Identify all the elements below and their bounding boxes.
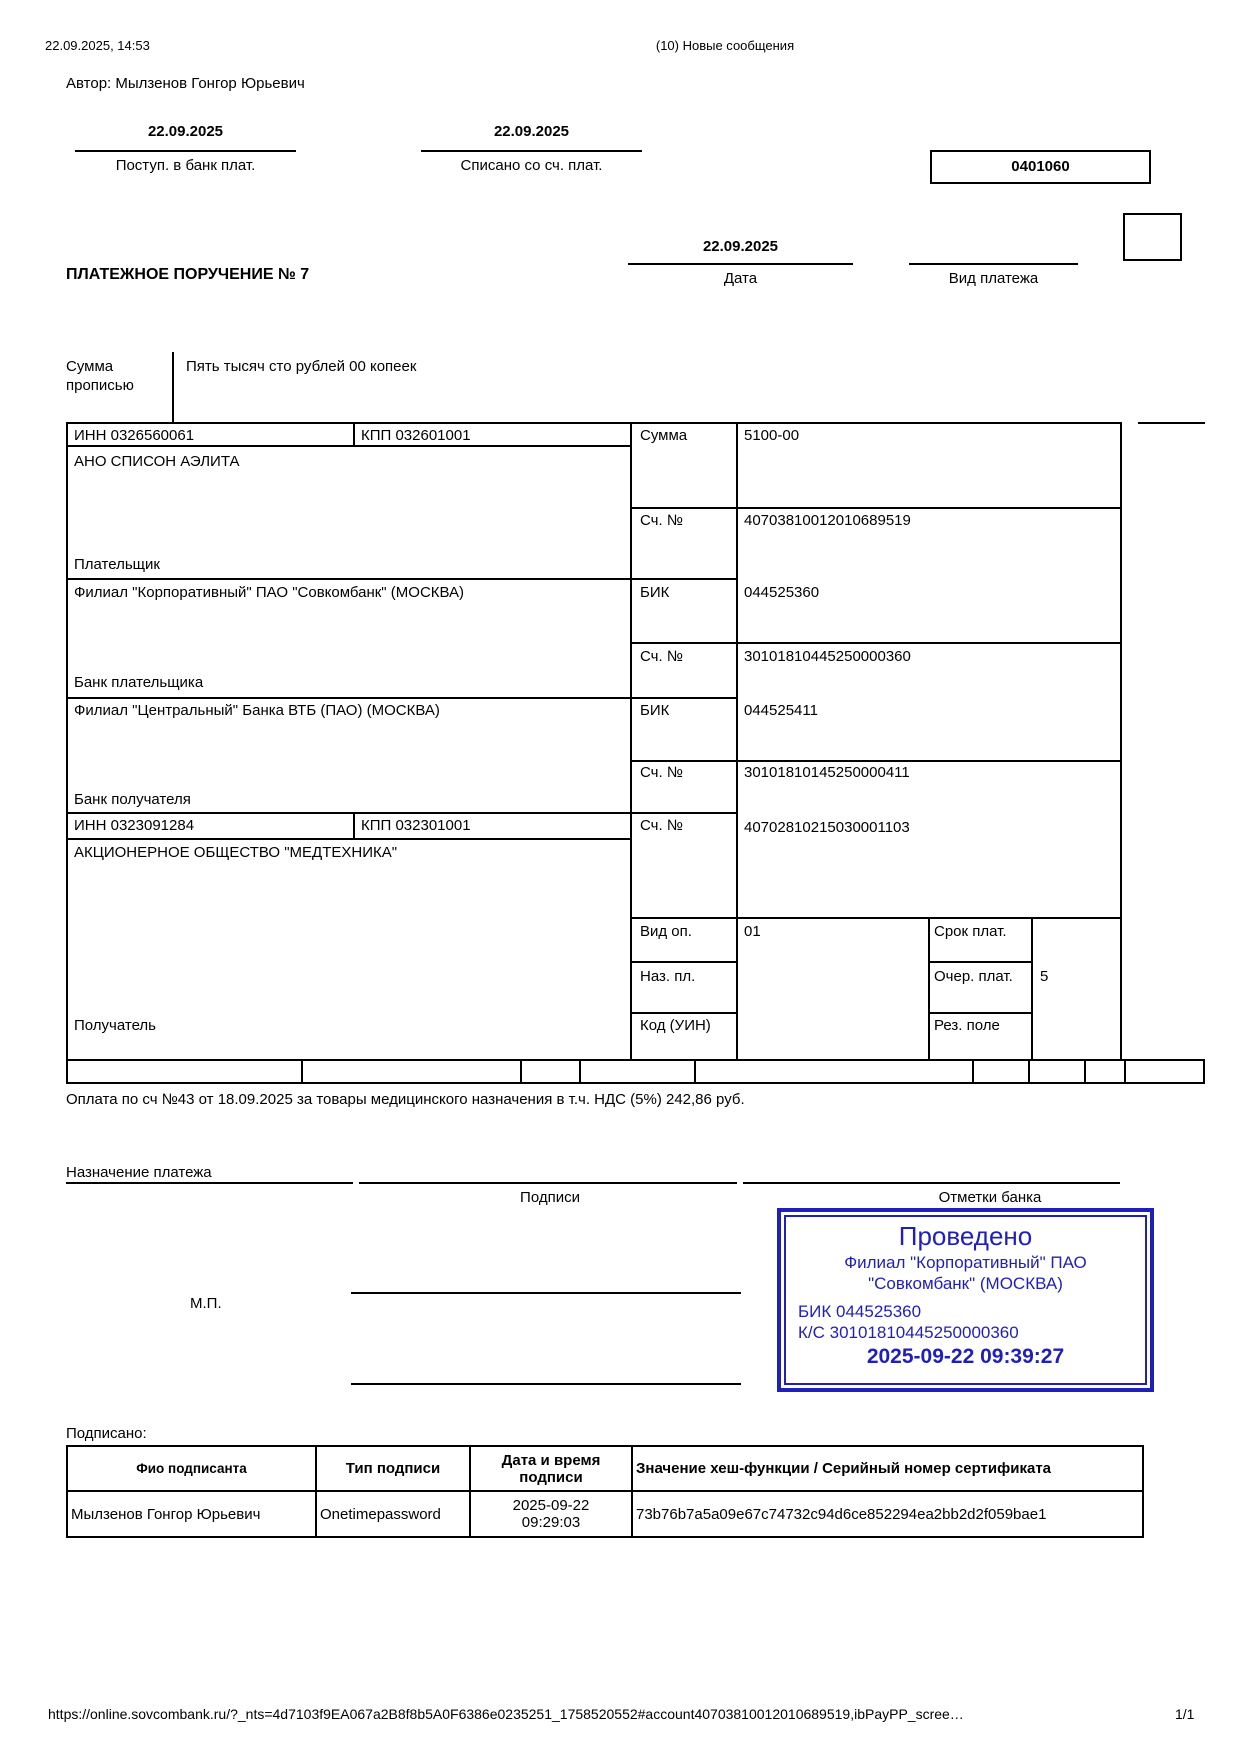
amount-words-label: Сумма прописью [66, 358, 134, 394]
grid-line [66, 697, 736, 699]
grid-line [630, 507, 1120, 509]
payee-account: 40702810215030001103 [744, 819, 910, 836]
grid-line [630, 961, 736, 963]
grid-line [1031, 917, 1033, 1061]
signature-line [351, 1292, 741, 1294]
grid-line [1084, 1059, 1086, 1084]
priority-value: 5 [1040, 968, 1049, 985]
signature-hash: 73b76b7a5a09e67c74732c94d6ce852294ea2bb2d2f059bae1 [632, 1491, 1143, 1537]
pay-purpose-code-label: Наз. пл. [640, 968, 696, 985]
grid-line [1138, 422, 1205, 424]
payer-kpp: КПП 032601001 [361, 427, 471, 444]
payer-name: АНО СПИСОН АЭЛИТА [74, 453, 240, 470]
payer-bank-bik: 044525360 [744, 584, 820, 601]
payer-bank-name: Филиал "Корпоративный" ПАО "Совкомбанк" (МОСКВА) [74, 584, 465, 601]
author-line: Автор: Мылзенов Гонгор Юрьевич [66, 75, 305, 92]
payee-bank-label: Банк получателя [74, 791, 191, 808]
print-footer-url: https://online.sovcombank.ru/?_nts=4d7103f9EA067a2B8f8b5A0F6386e0235251_1758520552#account40703810012010689519,ibPayPP_scree… [48, 1706, 964, 1722]
payee-bank-corr-label: Сч. № [640, 764, 683, 781]
grid-line [66, 422, 1120, 424]
bank-marks-label: Отметки банка [938, 1189, 1042, 1206]
grid-line [66, 1082, 1205, 1084]
purpose-underline [359, 1182, 737, 1184]
signed-label: Подписано: [66, 1425, 147, 1442]
amount-label: Сумма [640, 427, 688, 444]
grid-line [301, 1059, 303, 1084]
amount-value: 5100-00 [744, 427, 800, 444]
signature-datetime: 2025-09-22 09:29:03 [512, 1497, 590, 1531]
doc-date-value: 22.09.2025 [702, 238, 779, 255]
grid-line [579, 1059, 581, 1084]
grid-line [630, 760, 1120, 762]
received-label: Поступ. в банк плат. [115, 157, 256, 174]
payee-kpp: КПП 032301001 [361, 817, 471, 834]
payee-label: Получатель [74, 1017, 156, 1034]
grid-line [630, 642, 1120, 644]
grid-line [928, 917, 930, 1061]
op-type-value: 01 [744, 923, 761, 940]
grid-line [520, 1059, 522, 1084]
payment-type-box [1123, 213, 1182, 261]
payee-bank-name: Филиал "Центральный" Банка ВТБ (ПАО) (МОСКВА) [74, 702, 440, 719]
grid-line [1203, 1059, 1205, 1084]
pay-term-label: Срок плат. [934, 923, 1007, 940]
print-footer-page: 1/1 [1175, 1706, 1195, 1722]
signature-type: Onetimepassword [316, 1491, 470, 1537]
payer-account: 40703810012010689519 [744, 512, 911, 529]
stamp-bank-line1: Филиал "Корпоративный" ПАО [844, 1253, 1087, 1272]
signatures-header-row [67, 1446, 1143, 1491]
doc-title: ПЛАТЕЖНОЕ ПОРУЧЕНИЕ № 7 [66, 266, 310, 283]
payee-bank-bik-label: БИК [640, 702, 670, 719]
grid-line [694, 1059, 696, 1084]
stamp-status: Проведено [898, 1221, 1033, 1251]
grid-line [66, 445, 630, 447]
payee-bank-bik: 044525411 [744, 702, 818, 719]
col-signature-type: Тип подписи [316, 1446, 470, 1491]
grid-line [1120, 422, 1122, 1061]
grid-line [736, 422, 738, 1061]
payer-bank-corr-label: Сч. № [640, 648, 683, 665]
grid-line [1124, 1059, 1126, 1084]
grid-line [66, 838, 630, 840]
grid-line [66, 1059, 1205, 1061]
grid-line [66, 578, 736, 580]
payee-bank-corr: 30101810145250000411 [744, 764, 910, 781]
grid-line [66, 812, 736, 814]
grid-line [1028, 1059, 1030, 1084]
signatures-label: Подписи [520, 1189, 580, 1206]
doc-date-label: Дата [723, 270, 758, 287]
payee-name: АКЦИОНЕРНОЕ ОБЩЕСТВО "МЕДТЕХНИКА" [74, 844, 398, 861]
debited-label: Списано со сч. плат. [460, 157, 603, 174]
stamp-timestamp: 2025-09-22 09:39:27 [866, 1345, 1065, 1368]
payment-type-underline [909, 263, 1078, 265]
signature-row [67, 1491, 1143, 1537]
signatures-table [66, 1445, 1144, 1538]
grid-line [353, 812, 355, 840]
payer-label: Плательщик [74, 556, 160, 573]
grid-line [353, 422, 355, 447]
purpose-underline [743, 1182, 1120, 1184]
col-hash: Значение хеш-функции / Серийный номер сертификата [632, 1446, 1143, 1491]
payer-bank-bik-label: БИК [640, 584, 670, 601]
received-underline [75, 150, 296, 152]
stamp-bank-line2: "Совкомбанк" (МОСКВА) [868, 1274, 1063, 1293]
payment-type-label: Вид платежа [948, 270, 1039, 287]
priority-label: Очер. плат. [934, 968, 1013, 985]
bank-stamp-inner [784, 1215, 1147, 1385]
purpose-label: Назначение платежа [66, 1164, 212, 1181]
debited-underline [421, 150, 642, 152]
signature-line [351, 1383, 741, 1385]
received-date: 22.09.2025 [147, 123, 224, 140]
grid-line [172, 352, 174, 422]
grid-line [928, 1012, 1033, 1014]
grid-line [630, 1012, 736, 1014]
stamp-bik: БИК 044525360 [798, 1302, 922, 1321]
amount-words-value: Пять тысяч сто рублей 00 копеек [186, 358, 417, 375]
op-type-label: Вид оп. [640, 923, 692, 940]
col-signer-name: Фио подписанта [67, 1446, 316, 1491]
form-code-box: 0401060 [930, 150, 1151, 184]
grid-line [972, 1059, 974, 1084]
payer-inn: ИНН 0326560061 [74, 427, 195, 444]
purpose-underline [66, 1182, 353, 1184]
doc-date-underline [628, 263, 853, 265]
col-signature-datetime: Дата и время подписи [470, 1446, 632, 1491]
grid-line [630, 422, 632, 1061]
uin-label: Код (УИН) [640, 1017, 711, 1034]
bank-stamp [777, 1208, 1154, 1392]
reserve-label: Рез. поле [934, 1017, 1000, 1034]
payee-inn: ИНН 0323091284 [74, 817, 195, 834]
stamp-place-label: М.П. [190, 1295, 222, 1312]
print-page-title: (10) Новые сообщения [655, 38, 795, 53]
signer-name: Мылзенов Гонгор Юрьевич [67, 1491, 316, 1537]
payee-account-label: Сч. № [640, 817, 683, 834]
grid-line [630, 917, 1120, 919]
purpose-text: Оплата по сч №43 от 18.09.2025 за товары медицинского назначения в т.ч. НДС (5%) 242,86 руб. [66, 1091, 745, 1108]
print-datetime: 22.09.2025, 14:53 [45, 38, 150, 53]
payer-account-label: Сч. № [640, 512, 683, 529]
debited-date: 22.09.2025 [493, 123, 570, 140]
grid-line [928, 961, 1033, 963]
payer-bank-corr: 30101810445250000360 [744, 648, 911, 665]
stamp-corr: К/С 30101810445250000360 [798, 1323, 1019, 1342]
grid-line [66, 422, 68, 1084]
payer-bank-label: Банк плательщика [74, 674, 204, 691]
